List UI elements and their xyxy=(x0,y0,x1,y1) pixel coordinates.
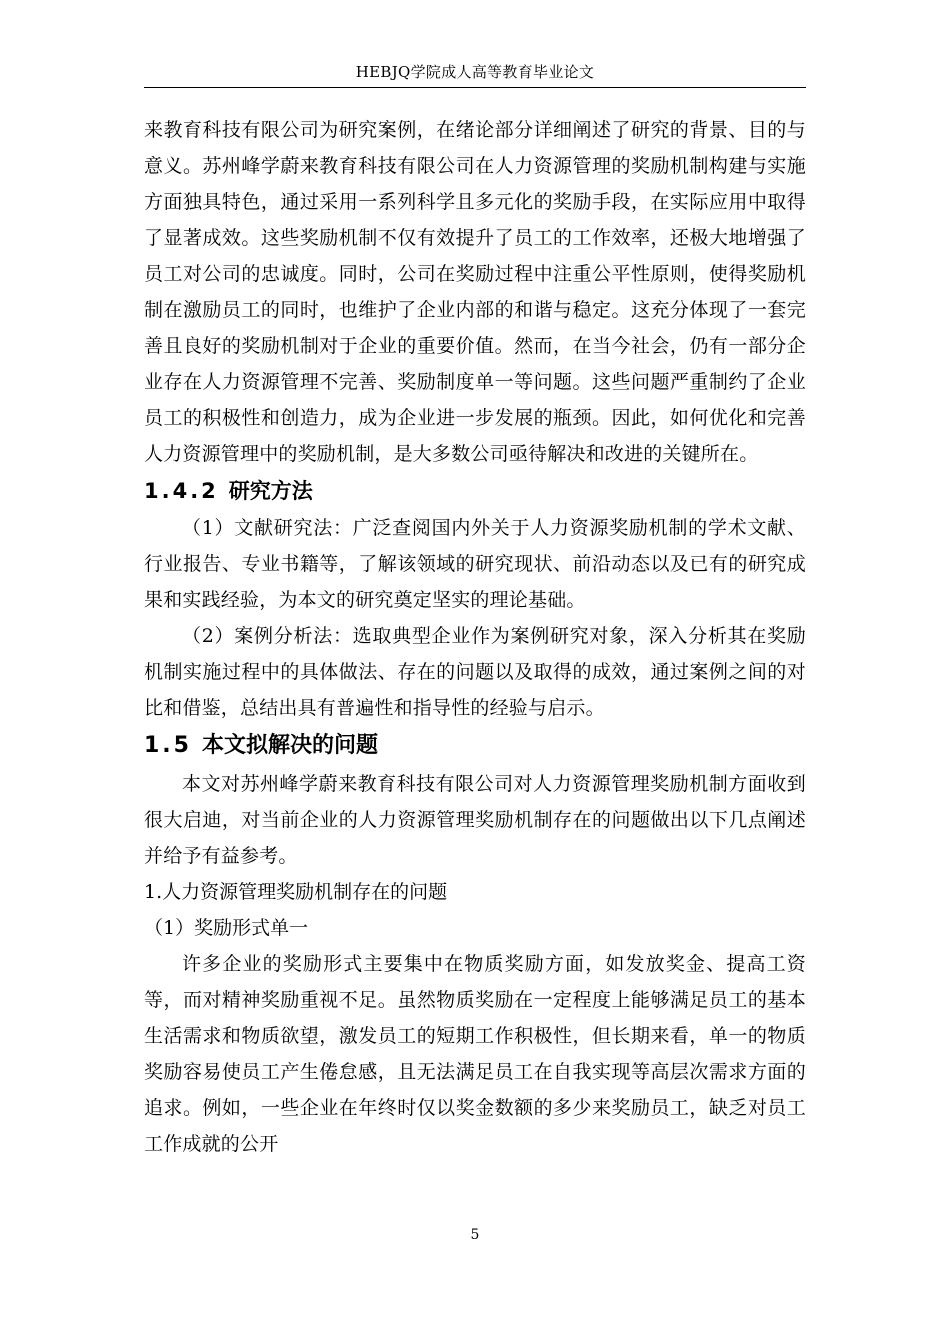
list-subitem-single-form: （1）奖励形式单一 xyxy=(144,917,309,939)
section-heading-1-5 xyxy=(144,726,806,766)
section-number: 1.5 xyxy=(144,733,192,758)
paragraph-method-literature: （1）文献研究法：广泛查阅国内外关于人力资源奖励机制的学术文献、行业报告、专业书籍等，了解该领域的研究现状、前沿动态以及已有的研究成果和实践经验，为本文的研究奠定坚实的理论基础。 xyxy=(144,517,806,611)
section-title: 本文拟解决的问题 xyxy=(201,733,378,758)
page-header-title: HEBJQ学院成人高等教育毕业论文 xyxy=(355,63,595,81)
paragraph-method-case: （2）案例分析法：选取典型企业作为案例研究对象，深入分析其在奖励机制实施过程中的具体做法、存在的问题以及取得的成效，通过案例之间的对比和借鉴，总结出具有普遍性和指导性的经验与启示。 xyxy=(144,625,806,719)
section-heading-1-4-2 xyxy=(144,472,806,510)
section-number: 1.4.2 xyxy=(144,479,219,503)
document-body xyxy=(144,112,806,1162)
paragraph-reward-form: 许多企业的奖励形式主要集中在物质奖励方面，如发放奖金、提高工资等，而对精神奖励重视不足。虽然物质奖励在一定程度上能够满足员工的基本生活需求和物质欲望，激发员工的短期工作积极性，但长期来看，单一的物质奖励容易使员工产生倦怠感，且无法满足员工在自我实现等高层次需求方面的追求。例如，一些企业在年终时仅以奖金数额的多少来奖励员工，缺乏对员工工作成就的公开 xyxy=(144,953,806,1155)
list-item-problems: 1.人力资源管理奖励机制存在的问题 xyxy=(144,881,448,903)
page-number: 5 xyxy=(470,1227,480,1243)
paragraph-continued: 来教育科技有限公司为研究案例，在绪论部分详细阐述了研究的背景、目的与意义。苏州峰学蔚来教育科技有限公司在人力资源管理的奖励机制构建与实施方面独具特色，通过采用一系列科学且多元化的奖励手段，在实际应用中取得了显著成效。这些奖励机制不仅有效提升了员工的工作效率，还极大地增强了员工对公司的忠诚度。同时，公司在奖励过程中注重公平性原则，使得奖励机制在激励员工的同时，也维护了企业内部的和谐与稳定。这充分体现了一套完善且良好的奖励机制对于企业的重要价值。然而，在当今社会，仍有一部分企业存在人力资源管理不完善、奖励制度单一等问题。这些问题严重制约了企业员工的积极性和创造力，成为企业进一步发展的瓶颈。因此，如何优化和完善人力资源管理中的奖励机制，是大多数公司亟待解决和改进的关键所在。 xyxy=(144,119,806,465)
header-rule xyxy=(144,87,806,88)
paragraph-section-intro: 本文对苏州峰学蔚来教育科技有限公司对人力资源管理奖励机制方面收到很大启迪，对当前企业的人力资源管理奖励机制存在的问题做出以下几点阐述并给予有益参考。 xyxy=(144,773,806,867)
section-title: 研究方法 xyxy=(228,479,313,503)
